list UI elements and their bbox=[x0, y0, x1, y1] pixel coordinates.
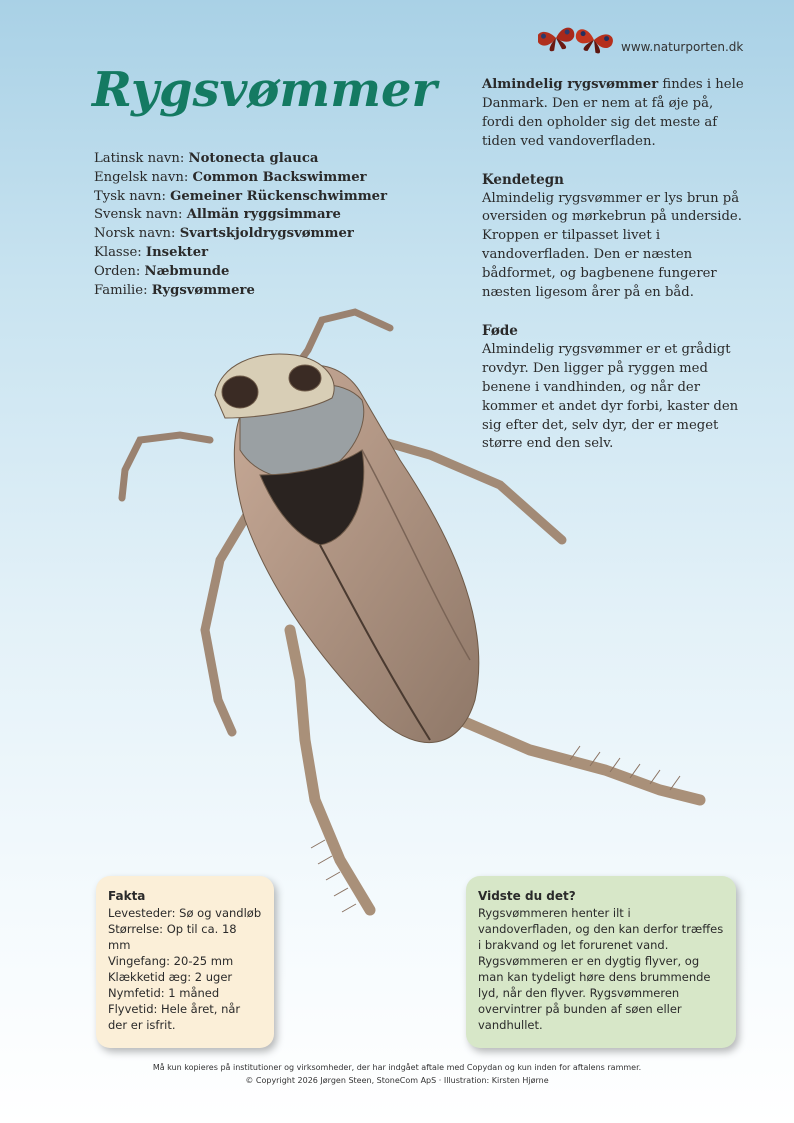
name-value: Svartskjoldrygsvømmer bbox=[179, 226, 354, 242]
intro-text: findes i hele Danmark. Den er nem at få øje på, fordi den opholder sig det meste af tiden ved vandoverfladen. bbox=[482, 77, 744, 149]
name-row bbox=[94, 263, 387, 282]
vidste-box bbox=[466, 876, 736, 1048]
name-label: Latinsk navn: bbox=[94, 151, 185, 166]
name-label: Tysk navn: bbox=[94, 188, 166, 204]
page-title: Rygsvømmer bbox=[92, 62, 437, 118]
backswimmer-illustration bbox=[100, 300, 720, 940]
name-row bbox=[94, 282, 387, 301]
name-row bbox=[94, 188, 387, 207]
intro-paragraph bbox=[482, 76, 747, 152]
fakta-heading: Fakta bbox=[108, 889, 146, 903]
name-row bbox=[94, 206, 387, 225]
name-value: Gemeiner Rückenschwimmer bbox=[170, 188, 388, 204]
name-label: Klasse: bbox=[94, 244, 142, 260]
name-value: Næbmunde bbox=[144, 263, 230, 279]
fakta-line: Klækketid æg: 2 uger bbox=[108, 970, 233, 984]
name-value: Insekter bbox=[145, 244, 209, 260]
kendetegn-heading: Kendetegn bbox=[482, 171, 564, 188]
name-label: Svensk navn: bbox=[94, 207, 183, 223]
footer-credits: © Copyright 2026 Jørgen Steen, StoneCom ApS · Illustration: Kirsten Hjørne bbox=[245, 1076, 549, 1085]
name-row bbox=[94, 169, 387, 188]
kendetegn-text: Almindelig rygsvømmer er lys brun på oversiden og mørkebrun på underside. Kroppen er tilpasset livet i vandoverfladen. Den er næsten bådformet, og bagbenene fungerer næsten ligesom årer på en båd. bbox=[482, 190, 742, 301]
name-value: Common Backswimmer bbox=[192, 169, 367, 185]
butterfly-logo-icon bbox=[538, 20, 618, 60]
name-value: Notonecta glauca bbox=[188, 151, 319, 166]
intro-bold: Almindelig rygsvømmer bbox=[482, 77, 659, 92]
name-row bbox=[94, 244, 387, 263]
names-list bbox=[94, 150, 387, 300]
name-value: Allmän ryggsimmare bbox=[186, 207, 341, 223]
footer-copyright-notice: Må kun kopieres på institutioner og virksomheder, der har indgået aftale med Copydan og kun inden for aftalens rammer. bbox=[152, 1063, 642, 1072]
vidste-heading: Vidste du det? bbox=[478, 889, 576, 903]
fode-heading: Føde bbox=[482, 322, 518, 339]
fakta-line: Levesteder: Sø og vandløb bbox=[108, 906, 262, 920]
name-label: Orden: bbox=[94, 263, 141, 279]
name-value: Rygsvømmere bbox=[151, 282, 255, 298]
name-row bbox=[94, 150, 387, 169]
footer bbox=[0, 1061, 794, 1087]
fakta-line: Vingefang: 20-25 mm bbox=[108, 954, 234, 968]
name-label: Familie: bbox=[94, 282, 148, 298]
fakta-line: Størrelse: Op til ca. 18 mm bbox=[108, 922, 237, 952]
website-url: www.naturporten.dk bbox=[621, 40, 744, 54]
vidste-text: Rygsvømmeren henter ilt i vandoverfladen, og den kan derfor træffes i brakvand og let forurenet vand. Rygsvømmeren er en dygtig flyver, og man kan tydeligt høre dens brummende lyd, når den flyver. Rygsvømmeren overvintrer på bunden af søen eller vandhullet. bbox=[478, 906, 724, 1032]
fakta-list bbox=[108, 905, 262, 1033]
name-label: Norsk navn: bbox=[94, 226, 176, 242]
name-row bbox=[94, 225, 387, 244]
fakta-line: Flyvetid: Hele året, når der er isfrit. bbox=[108, 1002, 241, 1032]
fakta-line: Nymfetid: 1 måned bbox=[108, 986, 220, 1000]
fode-text: Almindelig rygsvømmer er et grådigt rovdyr. Den ligger på ryggen med benene i vandhinden, og når der kommer et andet dyr forbi, kaster den sig efter det, selv dyr, der er meget større end den selv. bbox=[482, 341, 739, 452]
fakta-box bbox=[96, 876, 274, 1048]
name-label: Engelsk navn: bbox=[94, 169, 189, 185]
